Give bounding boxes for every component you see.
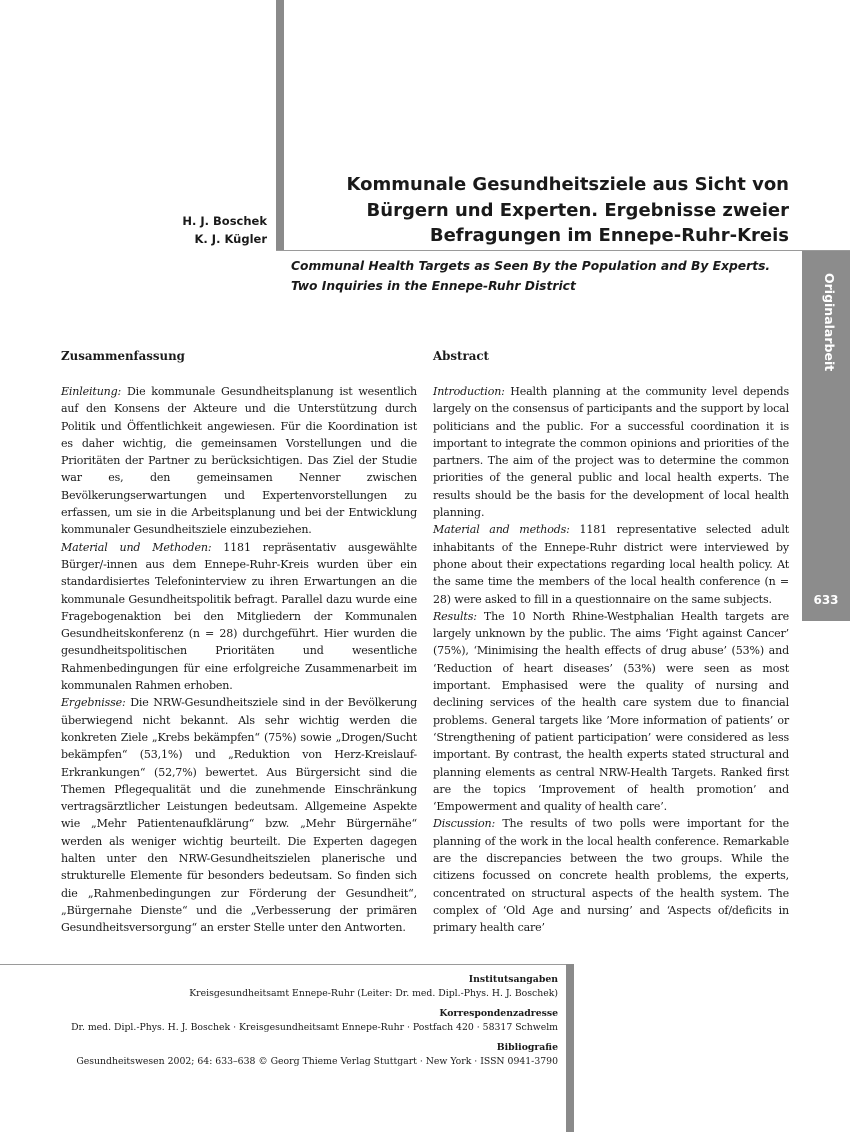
abstract-paragraph [433, 383, 789, 521]
summary-paragraph [61, 694, 417, 936]
article-info-footer [20, 973, 558, 1074]
section-text: Die kommunale Gesundheitsplanung ist wesentlich auf den Konsens der Akteure und die Unterstützung durch Politik und Öffentlichkeit angewiesen. Für die Koordination ist es daher wichtig, die gemeinsamen Vorstellungen und die Prioritäten der Partner zu berücksichtigen. Das Ziel der Studie war es, den gemeinsamen Nenner zwischen Bevölkerungserwartungen und Expertenvorstellungen zu erfassen, um sie in die Arbeitsplanung und bei der Entwicklung kommunaler Gesundheitsziele einzubeziehen. [61, 385, 417, 537]
section-text: The 10 North Rhine-Westphalian Health targets are largely unknown by the public. The aims ‘Fight against Cancer’ (75%), ‘Minimising the health effects of drug abuse’ (53%) and ‘Reduction of heart diseases’ (53%) were seen as most important. Emphasised were the quality of nursing and declining services of the health care system due to financial problems. General targets like ’More information of patients’ or ‘Strengthening of patient participation’ were considered as less important. By contrast, the health experts stated structural and planning elements as central NRW-Health Targets. Ranked first are the topics ‘Improvement of health promotion’ and ‘Empowerment and quality of health care’. [433, 609, 789, 814]
correspondence-block [20, 1007, 558, 1036]
section-text: Die NRW-Gesundheitsziele sind in der Bevölkerung überwiegend nicht bekannt. Als sehr wichtig werden die konkreten Ziele „Krebs bekämpfen“ (75%) sowie „Drogen/Sucht bekämpfen“ (53,1%) und „Reduktion von Herz-Kreislauf-Erkrankungen“ (52,7%) bewertet. Aus Bürgersicht sind die Themen Pflegequalität und die zunehmende Einschränkung vertragsärztlicher Leistungen bedeutsam. Allgemeine Aspekte wie „Mehr Patientenaufklärung“ bzw. „Mehr Bürgernähe“ werden als weniger wichtig beurteilt. Die Experten dagegen halten unter den NRW-Gesundheitszielen planerische und strukturelle Elemente für besonders bedeutsam. So finden sich die „Rahmenbedingungen zur Förderung der Gesundheit“, „Bürgernahe Dienste“ und die „Verbesserung der primären Gesundheitsversorgung“ an erster Stelle unter den Antworten. [61, 696, 417, 935]
footer-rule-horizontal [0, 964, 574, 965]
summary-paragraph [61, 383, 417, 539]
abstract-paragraph [433, 521, 789, 607]
english-title-line: Two Inquiries in the Ennepe-Ruhr District [291, 279, 576, 293]
footer-rule-vertical [566, 964, 574, 1132]
english-title [291, 256, 781, 296]
section-text: Health planning at the community level depends largely on the consensus of participants and the support by local politicians and the public. For a successful coordination it is important to integrate the common opinions and priorities of the partners. The aim of the project was to determine the common priorities of the general public and local health experts. The results should be the basis for the development of local health planning. [433, 385, 789, 520]
bibliography-text: Gesundheitswesen 2002; 64: 633–638 © Georg Thieme Verlag Stuttgart · New York · ISSN 0941-3790 [76, 1056, 558, 1068]
institution-label: Institutsangaben [468, 974, 558, 985]
author-name: H. J. Boschek [182, 214, 267, 228]
summary-column [61, 383, 417, 937]
section-text: 1181 repräsentativ ausgewählte Bürger/-innen aus dem Ennepe-Ruhr-Kreis wurden über ein standardisiertes Telefoninterview zu ihren Erwartungen an die kommunale Gesundheitspolitik befragt. Parallel dazu wurde eine Fragebogenaktion bei den Mitgliedern der Kommunalen Gesundheitskonferenz (n = 28) durchgeführt. Hier wurden die gesundheitspolitischen Prioritäten und wesentliche Rahmenbedingungen für eine erfolgreiche Zusammenarbeit im kommunalen Rahmen erhoben. [61, 540, 417, 693]
article-type-label: Originalarbeit [822, 273, 837, 372]
abstract-paragraph [433, 815, 789, 936]
section-label: Material und Methoden: [61, 540, 212, 554]
institution-block [20, 973, 558, 1002]
english-title-line: Communal Health Targets as Seen By the Population and By Experts. [291, 259, 771, 273]
article-title: Kommunale Gesundheitsziele aus Sicht von Bürgern und Experten. Ergebnisse zweier Befragungen im Ennepe-Ruhr-Kreis [346, 174, 789, 246]
abstract-column [433, 383, 789, 937]
summary-paragraph [61, 539, 417, 695]
section-label: Ergebnisse: [61, 696, 126, 710]
section-label: Results: [433, 609, 477, 623]
bibliography-block [20, 1041, 558, 1070]
section-label: Discussion: [433, 817, 496, 831]
section-label: Material and methods: [433, 523, 570, 537]
author-list [100, 212, 267, 248]
page-number: 633 [813, 593, 839, 607]
bibliography-label: Bibliografie [496, 1041, 558, 1053]
abstract-heading: Abstract [433, 349, 489, 363]
institution-text: Kreisgesundheitsamt Ennepe-Ruhr (Leiter: Dr. med. Dipl.-Phys. H. J. Boschek) [189, 988, 558, 1000]
author-name: K. J. Kügler [194, 232, 267, 246]
correspondence-label: Korrespondenzadresse [439, 1007, 558, 1019]
section-label: Introduction: [433, 385, 505, 398]
section-side-tab [802, 251, 850, 621]
correspondence-text: Dr. med. Dipl.-Phys. H. J. Boschek · Kreisgesundheitsamt Ennepe-Ruhr · Postfach 420 · 58317 Schwelm [71, 1022, 558, 1034]
summary-heading: Zusammenfassung [61, 349, 185, 363]
section-text: The results of two polls were important for the planning of the work in the local health conference. Remarkable are the discrepancies between the two groups. While the citizens focussed on concrete health problems, the experts, concentrated on structural aspects of the health system. The complex of ‘Old Age and nursing’ and ‘Aspects of/deficits in primary health care’ [433, 817, 789, 935]
header-rule-vertical [276, 0, 284, 250]
abstract-paragraph [433, 608, 789, 816]
header-rule-horizontal [276, 250, 850, 251]
section-label: Einleitung: [61, 385, 122, 398]
section-text: 1181 representative selected adult inhabitants of the Ennepe-Ruhr district were interviewed by phone about their expectations regarding local health policy. At the same time the members of the local health conference (n = 28) were asked to fill in a questionnaire on the same subjects. [433, 523, 789, 606]
